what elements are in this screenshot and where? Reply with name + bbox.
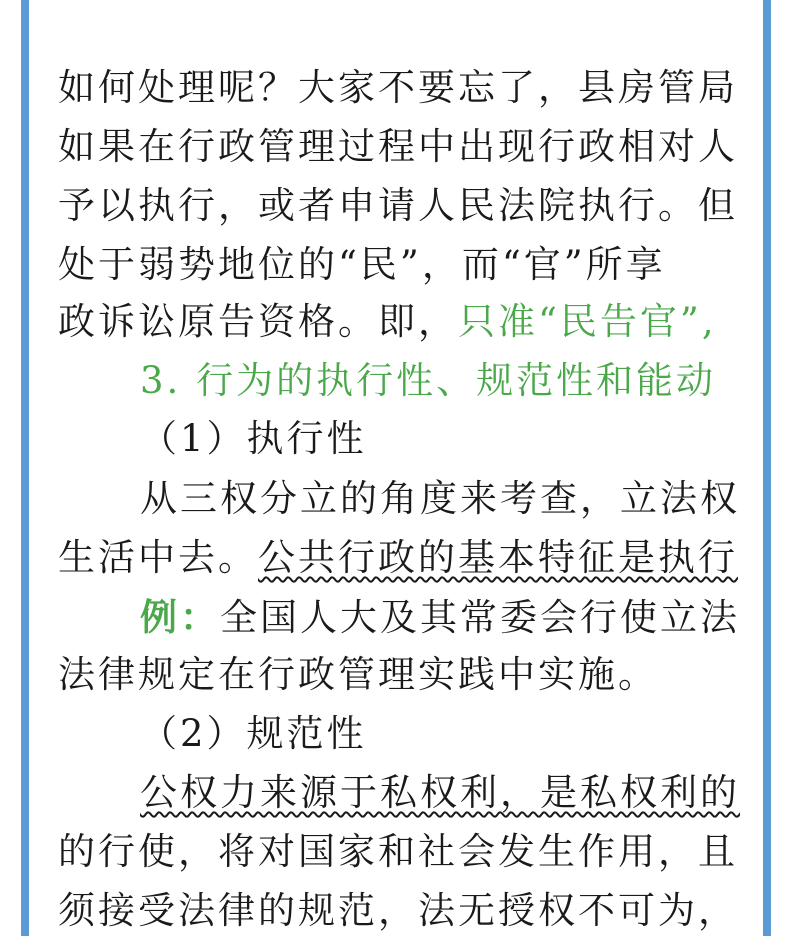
example-label: 例： xyxy=(140,595,220,639)
text-line: 的行使，将对国家和社会发生作用，且 xyxy=(58,830,738,873)
text-line: 须接受法律的规范，法无授权不可为， xyxy=(58,889,738,932)
text-segment: 生活中去。 xyxy=(58,536,258,579)
text-line: 予以执行，或者申请人民法院执行。但 xyxy=(58,184,738,227)
paragraph-start-line xyxy=(140,768,763,818)
subsection-heading: （1）执行性 xyxy=(140,417,367,460)
wavy-underlined-phrase: 公权力来源于私权利，是私权利的 xyxy=(140,771,740,814)
text-segment: 全国人大及其常委会行使立法 xyxy=(220,596,740,639)
left-page-border xyxy=(21,0,29,936)
example-line xyxy=(140,592,763,642)
text-line xyxy=(58,297,763,347)
text-line: 处于弱势地位的“民”，而“官”所享 xyxy=(58,243,666,286)
text-line: 如何处理呢？大家不要忘了，县房管局 xyxy=(58,66,738,109)
right-page-border xyxy=(763,0,771,936)
wavy-underlined-phrase: 公共行政的基本特征是执行 xyxy=(258,536,738,579)
text-line: 法律规定在行政管理实践中实施。 xyxy=(58,653,658,696)
text-segment: 政诉讼原告资格。即， xyxy=(58,300,458,343)
section-heading: 3. 行为的执行性、规范性和能动 xyxy=(140,359,717,402)
paragraph-start-line: 从三权分立的角度来考查，立法权 xyxy=(140,477,740,520)
highlighted-phrase: 只准“民告官”, xyxy=(458,300,717,343)
text-line xyxy=(58,533,763,583)
text-line: 如果在行政管理过程中出现行政相对人 xyxy=(58,125,738,168)
subsection-heading: （2）规范性 xyxy=(140,712,367,755)
